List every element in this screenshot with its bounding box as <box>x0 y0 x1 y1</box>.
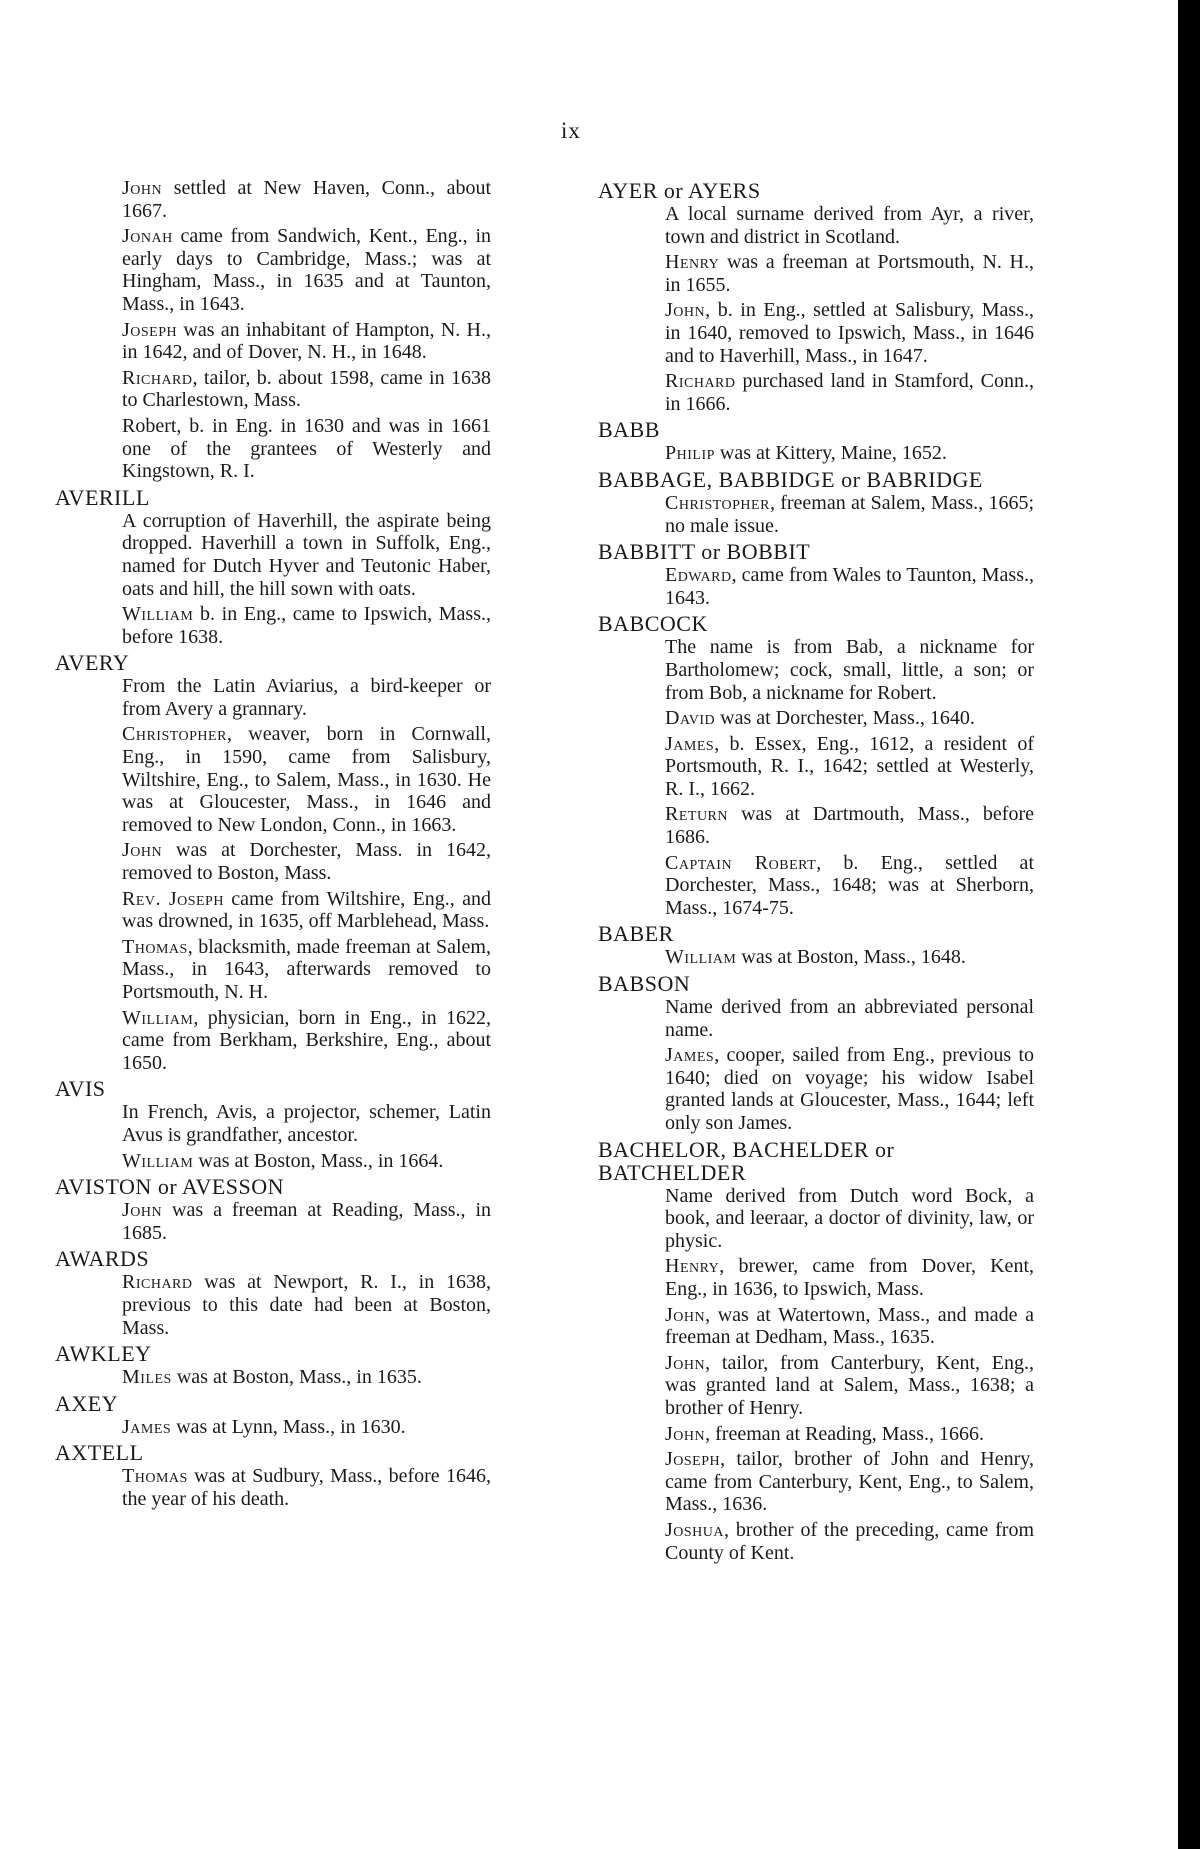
settler-name: William <box>122 603 194 626</box>
settler-name: Thomas <box>122 935 188 958</box>
surname-section <box>55 1342 491 1389</box>
settler-details: was at Newport, R. I., in 1638, previous to this date had been at Boston, Mass. <box>122 1271 491 1339</box>
surname-heading: AYER or AYERS <box>598 178 761 203</box>
settler-entry <box>55 888 491 933</box>
settler-entry <box>598 1304 1034 1349</box>
surname-description: The name is from Bab, a nickname for Bartholomew; cock, small, little, a son; or from Bob, a nickname for Robert. <box>665 636 1034 704</box>
surname-heading: BABCOCK <box>598 611 708 637</box>
settler-details: was at Boston, Mass., in 1635. <box>171 1366 422 1389</box>
settler-name: John <box>122 839 163 862</box>
settler-details: Robert, b. in Eng. in 1630 and was in 1661 one of the grantees of Westerly and Kingstown, R. I. <box>122 414 491 483</box>
settler-name: John <box>665 1422 706 1445</box>
left-column <box>55 176 491 1514</box>
surname-heading: AVERY <box>55 650 130 676</box>
settler-entry <box>55 603 491 648</box>
settler-name: Thomas <box>122 1465 188 1488</box>
settler-entry <box>55 723 491 836</box>
settler-details: , cooper, sailed from Eng., previous to 1640; died on voyage; his widow Isabel granted lands at Gloucester, Mass., 1644; left only son James. <box>665 1044 1034 1134</box>
settler-entry <box>55 1465 491 1510</box>
settler-details: , b. Essex, Eng., 1612, a resident of Portsmouth, R. I., 1642; settled at Westerly, R. I., 1662. <box>665 732 1034 800</box>
settler-name: Richard <box>122 1271 193 1294</box>
settler-details: , b. in Eng., settled at Salisbury, Mass., in 1640, removed to Ipswich, Mass., in 1646 and to Haverhill, Mass., in 1647. <box>665 299 1034 367</box>
settler-name: William <box>122 1006 194 1029</box>
surname-description: A corruption of Haverhill, the aspirate being dropped. Haverhill a town in Suffolk, Eng., named for Dutch Hyver and Teutonic Haber, oats and hill, the hill sown with oats. <box>122 509 491 600</box>
settler-entry <box>598 1255 1034 1300</box>
settler-details: , came from Wales to Taunton, Mass., 1643. <box>665 564 1034 609</box>
settler-entry <box>598 733 1034 801</box>
settler-entry <box>598 1519 1034 1564</box>
surname-section <box>55 1247 491 1339</box>
settler-entry <box>55 319 491 364</box>
settler-details: , was at Watertown, Mass., and made a freeman at Dedham, Mass., 1635. <box>665 1303 1034 1349</box>
settler-details: was at Boston, Mass., in 1664. <box>193 1149 444 1172</box>
surname-section <box>598 922 1034 969</box>
settler-name: Joseph <box>665 1448 721 1471</box>
settler-details: , brother of the preceding, came from County of Kent. <box>665 1518 1034 1564</box>
settler-name: Henry <box>665 251 720 274</box>
surname-section <box>55 651 491 1074</box>
settler-details: was a freeman at Portsmouth, N. H., in 1655. <box>665 251 1034 296</box>
settler-details: , physician, born in Eng., in 1622, came from Berkham, Berkshire, Eng., about 1650. <box>122 1006 491 1074</box>
surname-heading: BACHELOR, BACHELDER or BATCHELDER <box>598 1136 895 1185</box>
surname-section <box>55 1175 491 1244</box>
settler-details: , blacksmith, made freeman at Salem, Mass., in 1643, afterwards removed to Portsmouth, N. H. <box>122 935 491 1003</box>
settler-entry <box>598 946 1034 969</box>
settler-details: , weaver, born in Cornwall, Eng., in 1590, came from Salisbury, Wiltshire, Eng., to Salem, Mass., in 1630. He was at Gloucester, Mass., in 1646 and removed to New London, Conn., in 1663. <box>122 723 491 836</box>
settler-entry <box>598 1352 1034 1420</box>
settler-name: Henry <box>665 1255 720 1278</box>
surname-heading: AVIS <box>55 1076 106 1102</box>
settler-entry <box>55 1150 491 1173</box>
settler-name: Christopher <box>122 723 227 746</box>
settler-details: , freeman at Salem, Mass., 1665; no male issue. <box>665 491 1034 537</box>
settler-details: was at Kittery, Maine, 1652. <box>714 442 947 465</box>
settler-details: was at Lynn, Mass., in 1630. <box>171 1415 406 1438</box>
settler-entry <box>55 1271 491 1339</box>
surname-section <box>598 468 1034 537</box>
surname-section <box>598 972 1034 1135</box>
settler-name: Jonah <box>122 225 173 248</box>
surname-section <box>55 177 491 483</box>
settler-name: James <box>122 1415 172 1438</box>
settler-entry <box>55 367 491 412</box>
surname-heading: AWKLEY <box>55 1341 152 1367</box>
settler-name: Rev. Joseph <box>122 887 224 910</box>
settler-details: settled at New Haven, Conn., about 1667. <box>122 177 491 222</box>
settler-details: was at Sudbury, Mass., before 1646, the year of his death. <box>122 1465 491 1510</box>
settler-entry <box>598 852 1034 920</box>
settler-entry <box>55 1199 491 1244</box>
scan-edge <box>1178 0 1200 1849</box>
surname-section <box>598 612 1034 919</box>
surname-section <box>598 418 1034 465</box>
surname-description: Name derived from Dutch word Bock, a book, and leeraar, a doctor of divinity, law, or physic. <box>665 1184 1034 1252</box>
surname-heading: AWARDS <box>55 1246 150 1272</box>
settler-details: was at Dartmouth, Mass., before 1686. <box>665 803 1034 849</box>
settler-entry <box>598 442 1034 465</box>
surname-heading: BABBAGE, BABBIDGE or BABRIDGE <box>598 466 983 492</box>
settler-entry <box>55 1366 491 1389</box>
settler-details: , tailor, from Canterbury, Kent, Eng., was granted land at Salem, Mass., 1638; a brother of Henry. <box>665 1351 1034 1419</box>
settler-entry <box>55 177 491 222</box>
settler-details: was at Dorchester, Mass. in 1642, removed to Boston, Mass. <box>122 839 491 885</box>
settler-entry <box>55 415 491 483</box>
settler-entry <box>55 839 491 884</box>
surname-section <box>55 1077 491 1172</box>
settler-name: Joshua <box>665 1518 725 1541</box>
settler-details: purchased land in Stamford, Conn., in 1666. <box>665 370 1034 415</box>
page-number: ix <box>561 118 581 143</box>
settler-entry <box>598 564 1034 609</box>
settler-name: James <box>665 732 715 755</box>
settler-entry <box>55 936 491 1004</box>
settler-details: , brewer, came from Dover, Kent, Eng., in 1636, to Ipswich, Mass. <box>665 1255 1034 1300</box>
settler-details: b. in Eng., came to Ipswich, Mass., before 1638. <box>122 603 491 648</box>
settler-name: John <box>665 299 706 322</box>
settler-name: Return <box>665 803 729 826</box>
settler-entry <box>55 1416 491 1439</box>
settler-entry <box>598 1044 1034 1134</box>
settler-details: was an inhabitant of Hampton, N. H., in 1642, and of Dover, N. H., in 1648. <box>122 318 491 364</box>
settler-name: William <box>665 946 737 969</box>
settler-name: John <box>122 177 163 199</box>
surname-section <box>55 1392 491 1439</box>
settler-details: , tailor, brother of John and Henry, came from Canterbury, Kent, Eng., to Salem, Mass., 1636. <box>665 1448 1034 1516</box>
settler-name: John <box>122 1199 163 1222</box>
settler-details: , b. Eng., settled at Dorchester, Mass., 1648; was at Sherborn, Mass., 1674-75. <box>665 851 1034 919</box>
surname-description: In French, Avis, a projector, schemer, Latin Avus is grandfather, ancestor. <box>122 1101 491 1146</box>
settler-details: was at Dorchester, Mass., 1640. <box>715 707 975 730</box>
settler-name: Richard <box>122 366 193 389</box>
settler-entry <box>598 803 1034 848</box>
settler-entry <box>55 225 491 315</box>
settler-entry <box>598 1423 1034 1446</box>
surname-heading: AVISTON or AVESSON <box>55 1174 285 1200</box>
settler-name: Miles <box>122 1366 172 1389</box>
settler-name: Christopher <box>665 491 770 514</box>
settler-name: John <box>665 1351 706 1374</box>
settler-entry <box>55 1007 491 1075</box>
surname-heading: AXTELL <box>55 1440 144 1466</box>
settler-details: came from Sandwich, Kent., Eng., in early days to Cambridge, Mass.; was at Hingham, Mass., in 1635 and at Taunton, Mass., in 1643. <box>122 225 491 315</box>
settler-details: came from Wiltshire, Eng., and was drowned, in 1635, off Marblehead, Mass. <box>122 887 491 933</box>
settler-details: , freeman at Reading, Mass., 1666. <box>705 1422 984 1445</box>
surname-section <box>598 179 1034 415</box>
settler-details: was at Boston, Mass., 1648. <box>736 946 966 969</box>
surname-section <box>55 1441 491 1510</box>
surname-description: From the Latin Aviarius, a bird-keeper or from Avery a grannary. <box>122 675 491 720</box>
settler-entry <box>598 707 1034 730</box>
surname-heading: AXEY <box>55 1390 119 1416</box>
settler-name: David <box>665 707 716 730</box>
surname-heading: BABSON <box>598 971 691 997</box>
surname-description: A local surname derived from Ayr, a river, town and district in Scotland. <box>665 203 1034 248</box>
settler-name: Captain Robert <box>665 851 817 874</box>
right-column <box>598 176 1034 1567</box>
surname-heading: BABBITT or BOBBIT <box>598 539 811 565</box>
surname-section <box>598 540 1034 609</box>
settler-entry <box>598 251 1034 296</box>
settler-name: Philip <box>665 442 715 465</box>
settler-entry <box>598 370 1034 415</box>
settler-entry <box>598 1448 1034 1516</box>
settler-details: , tailor, b. about 1598, came in 1638 to Charlestown, Mass. <box>122 366 491 412</box>
surname-section <box>598 1138 1034 1565</box>
surname-heading: AVERILL <box>55 484 150 510</box>
settler-details: was a freeman at Reading, Mass., in 1685. <box>122 1199 491 1244</box>
settler-name: Richard <box>665 370 736 393</box>
settler-name: John <box>665 1303 706 1326</box>
settler-name: Edward <box>665 564 732 587</box>
settler-entry <box>598 299 1034 367</box>
surname-heading: BABER <box>598 921 674 947</box>
surname-section <box>55 486 491 649</box>
surname-heading: BABB <box>598 417 660 443</box>
settler-entry <box>598 492 1034 537</box>
surname-description: Name derived from an abbreviated personal name. <box>665 996 1034 1041</box>
settler-name: James <box>665 1044 715 1067</box>
settler-name: William <box>122 1149 194 1172</box>
settler-name: Joseph <box>122 318 178 341</box>
